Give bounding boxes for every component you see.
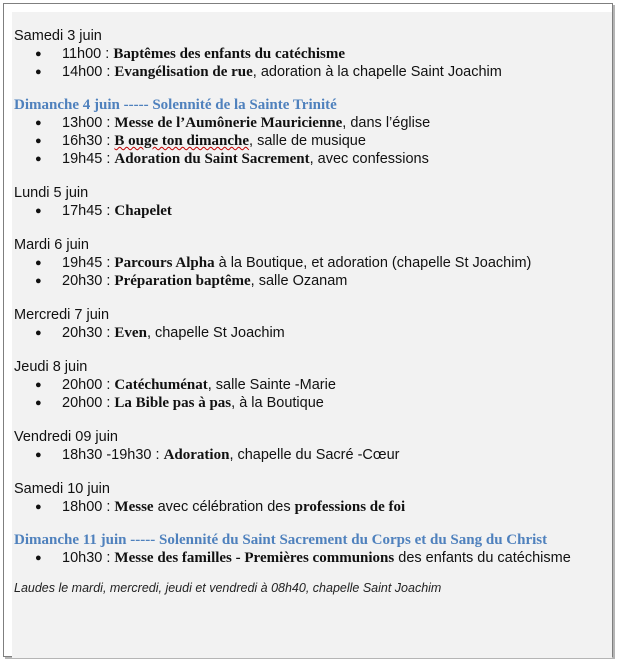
event-time: 17h45 : xyxy=(62,203,115,219)
day-section xyxy=(14,532,604,567)
schedule-content xyxy=(14,27,604,597)
event-title: Messe de l’Aumônerie Mauricienne xyxy=(114,115,343,131)
bullet-icon: ● xyxy=(35,379,42,391)
day-heading: Lundi 5 juin xyxy=(14,185,89,201)
event-detail: , chapelle St Joachim xyxy=(146,325,285,341)
event-item xyxy=(14,132,604,150)
event-title: Chapelet xyxy=(114,203,172,219)
event-list xyxy=(14,376,604,412)
event-detail: , salle Sainte -Marie xyxy=(207,377,336,393)
event-list xyxy=(14,446,604,464)
day-heading: Jeudi 8 juin xyxy=(14,359,88,375)
bullet-icon: ● xyxy=(35,501,42,513)
event-time: 10h30 : xyxy=(62,550,115,566)
event-detail: , avec confessions xyxy=(309,151,429,167)
lauds-footnote: Laudes le mardi, mercredi, jeudi et vendredi à 08h40, chapelle Saint Joachim xyxy=(14,581,442,595)
event-title: B ouge ton dimanche xyxy=(114,133,250,149)
event-item xyxy=(14,549,604,567)
event-list xyxy=(14,45,604,81)
event-list xyxy=(14,498,604,516)
event-list xyxy=(14,114,604,168)
bullet-icon: ● xyxy=(35,117,42,129)
event-item xyxy=(14,150,604,168)
bullet-icon: ● xyxy=(35,275,42,287)
bullet-icon: ● xyxy=(35,397,42,409)
bullet-icon: ● xyxy=(35,257,42,269)
event-time: 18h30 -19h30 : xyxy=(62,447,164,463)
bullet-icon: ● xyxy=(35,135,42,147)
day-section xyxy=(14,184,604,220)
event-item xyxy=(14,446,604,464)
event-time: 19h45 : xyxy=(62,255,115,271)
event-title: Catéchuménat xyxy=(114,377,208,393)
event-item xyxy=(14,394,604,412)
event-item xyxy=(14,254,604,272)
event-title: Préparation baptême xyxy=(114,273,251,289)
event-time: 11h00 : xyxy=(62,46,114,62)
day-section xyxy=(14,97,604,168)
feast-heading: Dimanche 4 juin ----- Solennité de la Sainte Trinité xyxy=(14,97,337,113)
event-title: La Bible pas à pas xyxy=(114,395,232,411)
event-detail: des enfants du catéchisme xyxy=(394,550,571,566)
bullet-icon: ● xyxy=(35,552,42,564)
event-time: 14h00 : xyxy=(62,64,115,80)
event-time: 13h00 : xyxy=(62,115,115,131)
event-time: 20h00 : xyxy=(62,377,115,393)
day-section xyxy=(14,480,604,516)
day-heading: Samedi 10 juin xyxy=(14,481,110,497)
event-title: Evangélisation de rue xyxy=(114,64,253,80)
day-section xyxy=(14,306,604,342)
event-title: Parcours Alpha xyxy=(114,255,215,271)
event-time: 20h00 : xyxy=(62,395,115,411)
event-item xyxy=(14,498,604,516)
event-list xyxy=(14,254,604,290)
bullet-icon: ● xyxy=(35,449,42,461)
event-item xyxy=(14,114,604,132)
feast-heading: Dimanche 11 juin ----- Solennité du Saint Sacrement du Corps et du Sang du Christ xyxy=(14,532,548,548)
event-detail: , adoration à la chapelle Saint Joachim xyxy=(252,64,502,80)
day-heading: Mercredi 7 juin xyxy=(14,307,110,323)
day-section xyxy=(14,27,604,81)
event-list xyxy=(14,202,604,220)
event-item xyxy=(14,324,604,342)
day-heading: Mardi 6 juin xyxy=(14,237,89,253)
day-heading: Vendredi 09 juin xyxy=(14,429,118,445)
event-time: 18h00 : xyxy=(62,499,115,515)
event-detail: à la Boutique, et adoration (chapelle St Joachim) xyxy=(214,255,532,271)
event-title: Baptêmes des enfants du catéchisme xyxy=(113,46,345,62)
bullet-icon: ● xyxy=(35,66,42,78)
event-item xyxy=(14,63,604,81)
event-time: 19h45 : xyxy=(62,151,115,167)
event-detail: , salle de musique xyxy=(249,133,366,149)
day-section xyxy=(14,428,604,464)
bullet-icon: ● xyxy=(35,153,42,165)
event-time: 16h30 : xyxy=(62,133,115,149)
event-detail: , chapelle du Sacré -Cœur xyxy=(229,447,400,463)
event-title: Messe des familles - Premières communions xyxy=(114,550,395,566)
bullet-icon: ● xyxy=(35,327,42,339)
event-detail: avec célébration des xyxy=(153,499,295,515)
event-item xyxy=(14,376,604,394)
event-title: Adoration du Saint Sacrement xyxy=(114,151,310,167)
event-list xyxy=(14,549,604,567)
bullet-icon: ● xyxy=(35,48,42,60)
bullet-icon: ● xyxy=(35,205,42,217)
event-title: Adoration xyxy=(163,447,230,463)
event-title: Even xyxy=(114,325,147,341)
day-section xyxy=(14,236,604,290)
event-detail: , à la Boutique xyxy=(231,395,324,411)
event-time: 20h30 : xyxy=(62,325,115,341)
event-list xyxy=(14,324,604,342)
event-time: 20h30 : xyxy=(62,273,115,289)
event-title-secondary: professions de foi xyxy=(294,499,406,515)
event-item xyxy=(14,272,604,290)
event-title: Messe xyxy=(114,499,154,515)
event-item xyxy=(14,45,604,63)
event-detail: , salle Ozanam xyxy=(250,273,348,289)
day-section xyxy=(14,358,604,412)
day-heading: Samedi 3 juin xyxy=(14,28,102,44)
event-detail: , dans l’église xyxy=(342,115,431,131)
event-item xyxy=(14,202,604,220)
